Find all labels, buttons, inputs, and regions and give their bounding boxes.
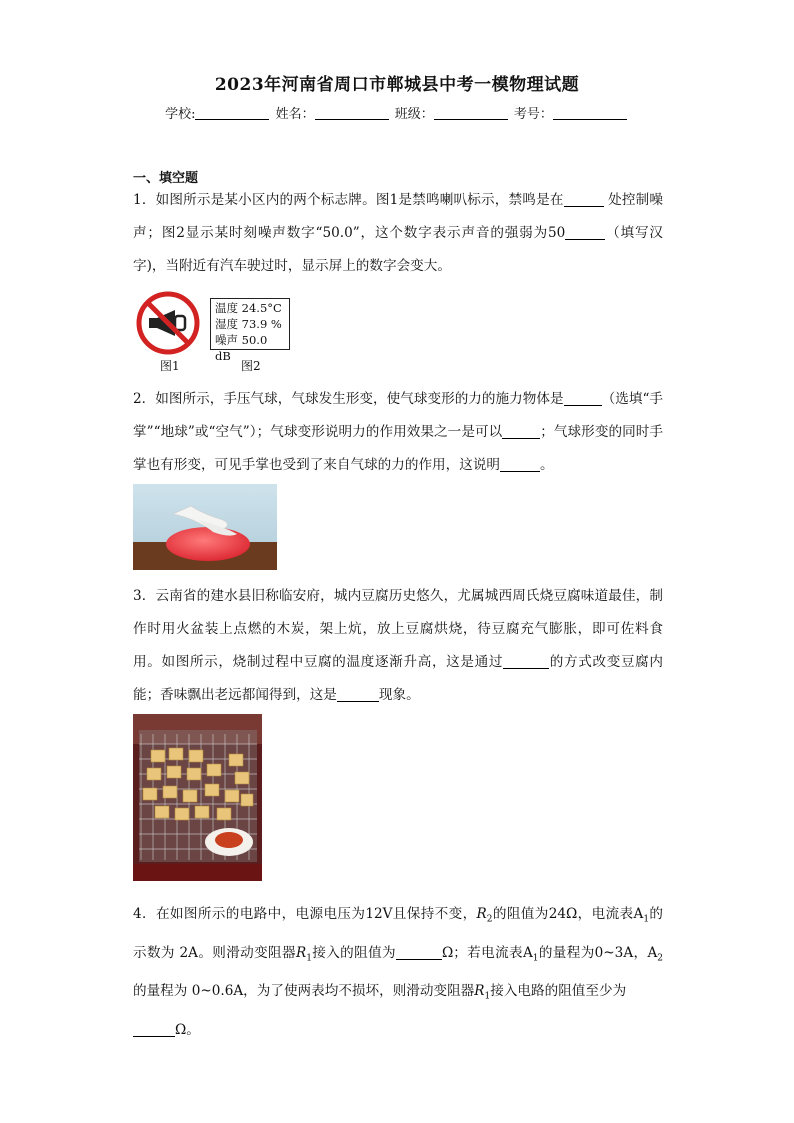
q4-text-h: 接入电路的阻值至少为: [490, 983, 627, 1000]
section-heading: 一、填空题: [133, 171, 199, 186]
q3-text-c: 现象。: [378, 687, 420, 703]
no-horn-sign-icon: [135, 290, 201, 356]
student-info-line: [0, 103, 794, 122]
q2-blank-3[interactable]: [500, 457, 540, 472]
q4-r2-symbol: R: [476, 906, 487, 922]
q1-text-b: 处控制噪声；图2显示某时刻噪声数字“50.0”，这个数字表示声音的强弱为50: [133, 192, 663, 241]
q2-blank-2[interactable]: [502, 424, 540, 439]
q2-text-b: （选填“手掌”“地球”或“空气”）；气球变形说明力的作用效果之一是可以: [133, 391, 664, 440]
school-field[interactable]: [195, 107, 269, 120]
q4-blank-1[interactable]: [396, 945, 442, 960]
q4-text-c: 的示数为 2A。则滑动变阻器: [133, 906, 664, 961]
q3-blank-2[interactable]: [337, 687, 379, 702]
question-2: [133, 383, 663, 482]
q3-text-b: 的方式改变豆腐内能；香味飘出老远都闻得到，这是: [133, 654, 664, 703]
q4-r1-subscript-2: 1: [484, 992, 491, 1003]
q1-blank-2[interactable]: [565, 225, 605, 240]
class-field[interactable]: [434, 107, 508, 120]
q4-a1-subscript: 1: [643, 914, 650, 925]
q1-text-a: 1．如图所示是某小区内的两个标志牌。图1是禁鸣喇叭标示，禁鸣是在: [133, 192, 564, 208]
class-label: 班级：: [394, 107, 434, 122]
q4-text-e: Ω；若电流表A: [441, 944, 533, 961]
name-label: 姓名：: [275, 107, 315, 122]
number-label: 考号：: [513, 107, 553, 122]
figure-1-caption: 图1: [160, 359, 180, 373]
q4-text-b: 的阻值为24Ω，电流表A: [492, 906, 644, 922]
question-4: [133, 898, 663, 1047]
q3-blank-1[interactable]: [503, 654, 549, 669]
hand-pressing-balloon-photo: [133, 484, 277, 570]
q4-r1-subscript: 1: [306, 953, 312, 964]
q4-a1-subscript-2: 1: [532, 953, 539, 964]
page-title: 2023年河南省周口市郸城县中考一模物理试题: [214, 75, 580, 95]
question-1: [133, 184, 663, 283]
school-label: 学校:: [165, 107, 196, 122]
q2-blank-1[interactable]: [564, 391, 602, 406]
lcd-line-noise: 噪声 50.0 dB: [215, 333, 268, 363]
q4-text-g: 的量程为 0~0.6A，为了使两表均不损坏，则滑动变阻器: [133, 983, 475, 1000]
q4-text-d: 接入的阻值为: [311, 944, 396, 961]
question-3: [133, 580, 663, 712]
q4-r2-subscript: 2: [486, 914, 493, 925]
q3-text-a: 3．云南省的建水县旧称临安府，城内豆腐历史悠久，尤属城西周氏烧豆腐味道最佳，制作时用火盆装上点燃的木炭，架上炕，放上豆腐烘烧，待豆腐充气膨胀，即可佐料食用。如图所示，烧制过程中豆腐的温度逐渐升高，这是通过: [133, 588, 663, 670]
number-field[interactable]: [553, 107, 627, 120]
figure-2-caption: 图2: [241, 359, 261, 373]
q4-text-i: Ω。: [175, 1022, 200, 1039]
q1-blank-1[interactable]: [564, 192, 604, 207]
q4-r1-symbol-2: R: [474, 983, 485, 1000]
q4-r1-symbol: R: [295, 944, 307, 961]
name-field[interactable]: [315, 107, 389, 120]
lcd-line-temperature: 温度 24.5°C: [215, 301, 282, 315]
q4-text-f: 的量程为0~3A，A: [538, 944, 658, 961]
q2-text-a: 2．如图所示，手压气球，气球发生形变，使气球变形的力的施力物体是: [133, 391, 564, 407]
q4-blank-2[interactable]: [133, 1022, 175, 1037]
noise-display-panel: [210, 298, 290, 363]
grilled-tofu-photo: [133, 714, 262, 881]
lcd-line-humidity: 湿度 73.9 %: [215, 317, 282, 331]
q2-text-d: 。: [540, 457, 554, 473]
q1-text-c: （填写汉字)，当附近有汽车驶过时，显示屏上的数字会变大。: [133, 225, 663, 274]
q4-text-a: 4．在如图所示的电路中，电源电压为12V且保持不变，: [133, 906, 477, 922]
q2-text-c: ；气球形变的同时手掌也有形变，可见手掌也受到了来自气球的力的作用，这说明: [133, 424, 663, 473]
q4-a2-subscript: 2: [657, 953, 663, 964]
